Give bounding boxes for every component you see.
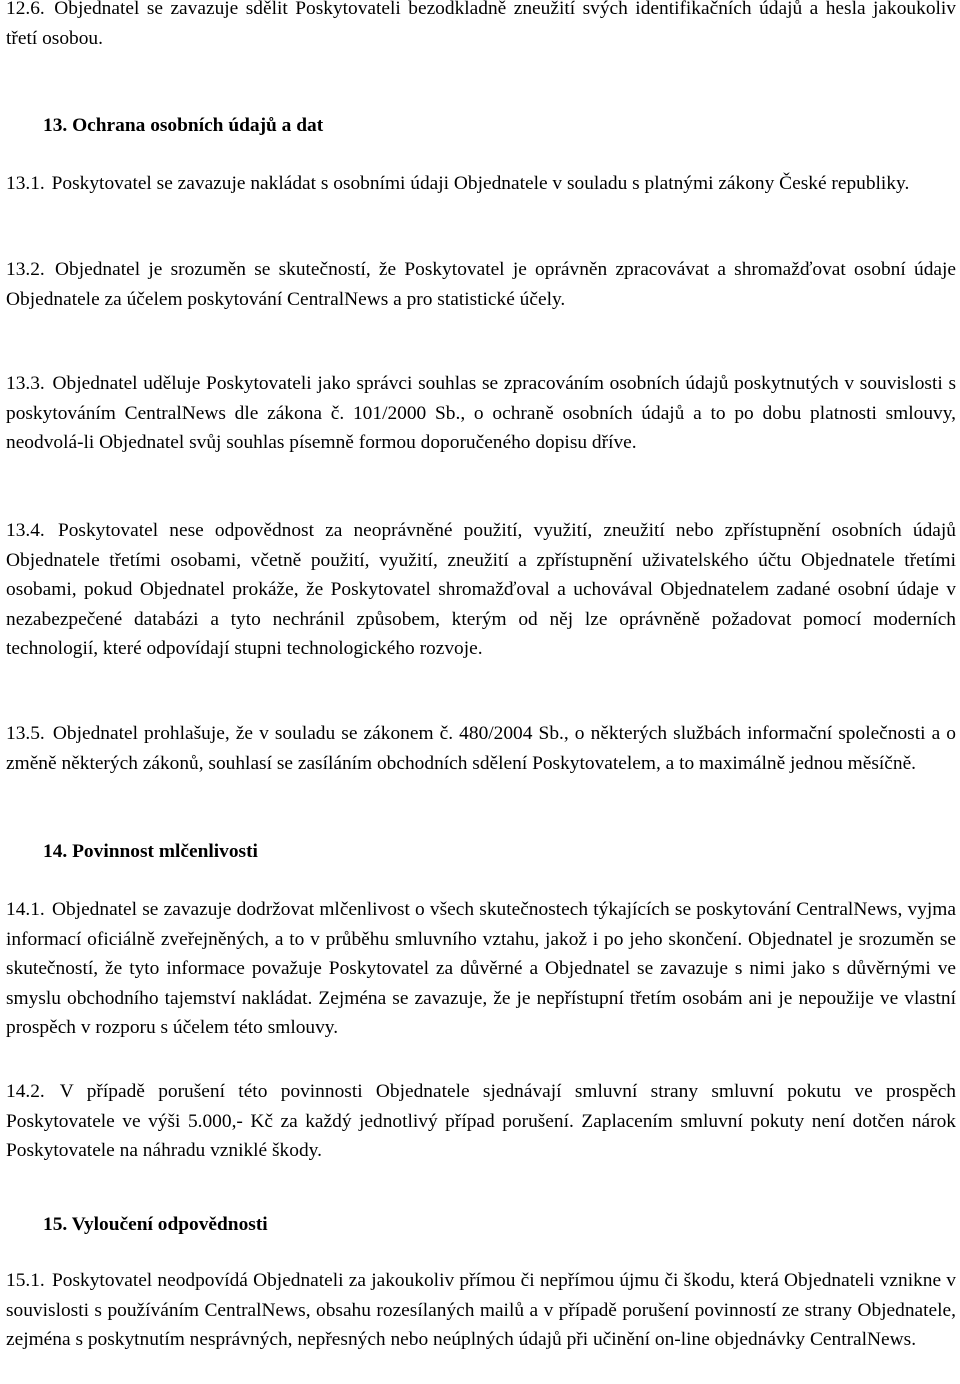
paragraph-12-6 [6,0,956,53]
paragraph-text: Poskytovatel neodpovídá Objednateli za jakoukoliv přímou či nepřímou újmu či škodu, která Objednateli vznikne v souvislosti s používáním CentralNews, obsahu rozesílaných mailů a v případě porušení povinností ze strany Objednatele, zejména s poskytnutím nesprávných, nepřesných nebo neúplných údajů při učinění on-line objednávky CentralNews. [6,1270,956,1351]
paragraph-15-1 [6,1266,956,1355]
paragraph-number: 13.4. [6,520,45,541]
paragraph-text: Poskytovatel se zavazuje nakládat s osobními údaji Objednatele v souladu s platnými zákony České republiky. [51,173,910,194]
paragraph-13-4 [6,516,956,664]
paragraph-number: 12.6. [6,0,45,19]
paragraph-text: Objednatel se zavazuje sdělit Poskytovateli bezodkladně zneužití svých identifikačních údajů a hesla jakoukoliv třetí osobou. [6,0,956,49]
paragraph-text: Poskytovatel nese odpovědnost za neoprávněné použití, využití, zneužití nebo zpřístupnění osobních údajů Objednatele třetími osobami, včetně použití, využití, zneužití a zpřístupnění uživatelského účtu Objednatele třetími osobami, pokud Objednatel prokáže, že Poskytovatel shromažďoval a uchovával Objednatelem zadané osobní údaje v nezabezpečené databázi a tyto nechránil způsobem, kterým od něj lze oprávněně požadovat pomocí moderních technologií, které odpovídají stupni technologického rozvoje. [6,520,956,660]
paragraph-13-3 [6,369,956,458]
paragraph-14-2 [6,1077,956,1166]
paragraph-13-2 [6,255,956,314]
paragraph-text: Objednatel je srozuměn se skutečností, že Poskytovatel je oprávněn zpracovávat a shromažďovat osobní údaje Objednatele za účelem poskytování CentralNews a pro statistické účely. [6,259,956,310]
section-heading-13: 13. Ochrana osobních údajů a dat [43,115,324,136]
paragraph-number: 14.1. [6,899,45,920]
paragraph-number: 13.1. [6,173,45,194]
paragraph-13-5 [6,719,956,778]
paragraph-number: 14.2. [6,1081,45,1102]
paragraph-text: Objednatel se zavazuje dodržovat mlčenlivost o všech skutečnostech týkajících se poskytování CentralNews, vyjma informací oficiálně zveřejněných, a to v průběhu smluvního vztahu, jakož i po jeho skončení. Objednatel je srozuměn se skutečností, že tyto informace považuje Poskytovatel za důvěrné a Objednatel se zavazuje s nimi jako s důvěrnými ve smyslu obchodního tajemství nakládat. Zejména se zavazuje, že je nepřístupní třetím osobám ani je nepoužije ve vlastní prospěch v rozporu s účelem této smlouvy. [6,899,956,1039]
paragraph-14-1 [6,895,956,1043]
section-heading-14: 14. Povinnost mlčenlivosti [43,841,258,862]
paragraph-number: 13.3. [6,373,45,394]
paragraph-text: Objednatel prohlašuje, že v souladu se zákonem č. 480/2004 Sb., o některých službách informační společnosti a o změně některých zákonů, souhlasí se zasíláním obchodních sdělení Poskytovatelem, a to maximálně jednou měsíčně. [6,723,956,774]
paragraph-number: 13.2. [6,259,45,280]
paragraph-number: 13.5. [6,723,45,744]
paragraph-text: V případě porušení této povinnosti Objednatele sjednávají smluvní strany smluvní pokutu ve prospěch Poskytovatele ve výši 5.000,- Kč za každý jednotlivý případ porušení. Zaplacením smluvní pokuty není dotčen nárok Poskytovatele na náhradu vzniklé škody. [6,1081,957,1162]
paragraph-13-1 [6,169,956,199]
paragraph-text: Objednatel uděluje Poskytovateli jako správci souhlas se zpracováním osobních údajů poskytnutých v souvislosti s poskytováním CentralNews dle zákona č. 101/2000 Sb., o ochraně osobních údajů a to po dobu platnosti smlouvy, neodvolá-li Objednatel svůj souhlas písemně formou doporučeného dopisu dříve. [6,373,956,454]
section-heading-15: 15. Vyloučení odpovědnosti [43,1214,268,1235]
paragraph-number: 15.1. [6,1270,45,1291]
